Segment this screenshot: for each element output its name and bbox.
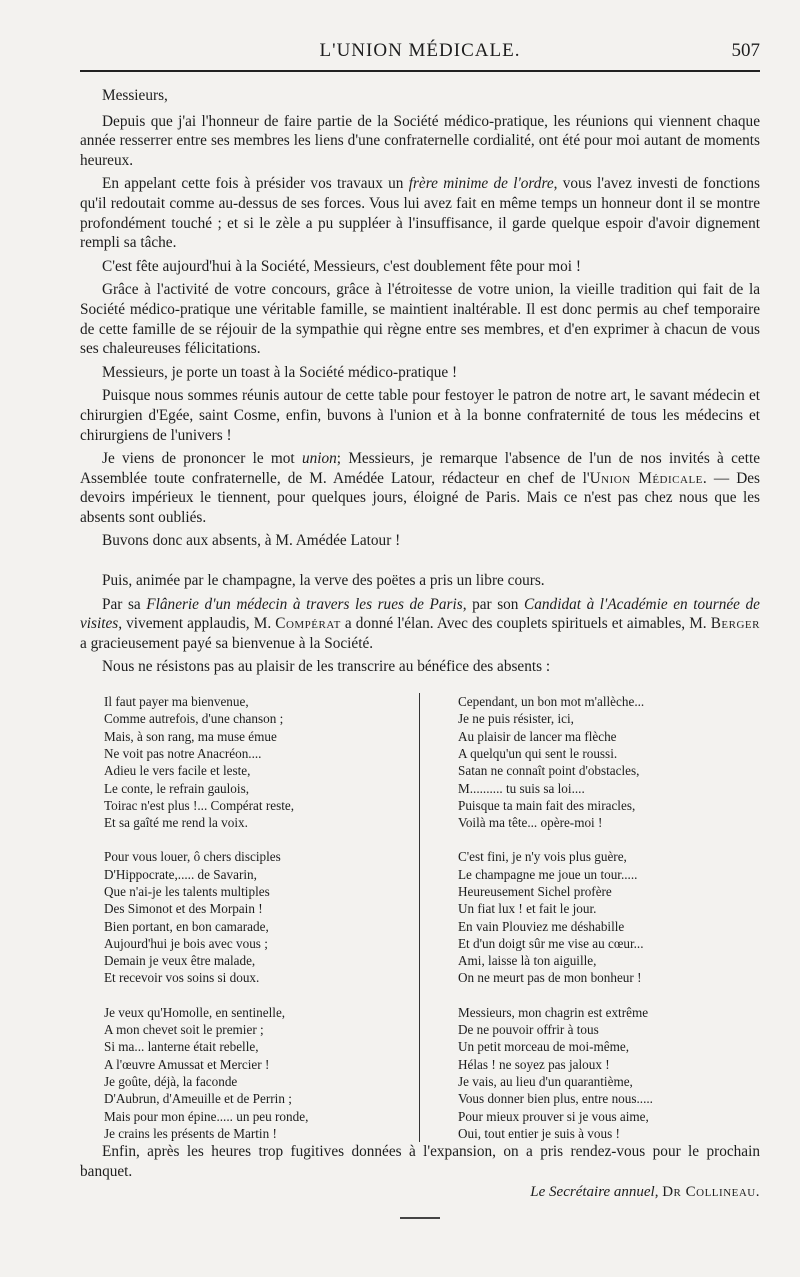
verse-line: Puisque ta main fait des miracles, — [458, 797, 636, 813]
stanza — [458, 693, 760, 831]
verse-line: Et d'un doigt sûr me vise au cœur... — [458, 935, 644, 951]
verse-line: On ne meurt pas de mon bonheur ! — [458, 970, 642, 986]
verse-line: Toirac n'est plus !... Compérat reste, — [104, 797, 295, 813]
verse-line: Au plaisir de lancer ma flèche — [458, 728, 617, 744]
verse-line: C'est fini, je n'y vois plus guère, — [458, 849, 627, 865]
footer-rule — [400, 1217, 440, 1219]
paragraph: Puis, animée par le champagne, la verve des poëtes a pris un libre cours. — [102, 572, 545, 590]
paragraph: Depuis que j'ai l'honneur de faire partie de la Société médico-pratique, les réunions qui viennent chaque année resserrer entre ses membres les liens d'une confraternelle cordialité, ont été pour moi autant de moments heureux. — [80, 112, 760, 169]
verse-line: Je ne puis résister, ici, — [458, 711, 574, 727]
paragraph: En appelant cette fois à présider vos travaux un frère minime de l'ordre, vous l'avez investi de fonctions qu'il redoutait comme au-dessus de ses forces. Vous lui avez fait en même temps un honneur dont il se montre profondément touché ; et si le zèle a pu suppléer à l'insuffisance, il garde quelque espoir d'avoir dignement rempli sa tâche. — [80, 175, 761, 252]
signature-name: Dr Collineau. — [662, 1184, 760, 1201]
verse-line: Des Simonot et des Morpain ! — [104, 901, 263, 917]
verse-line: Pour mieux prouver si je vous aime, — [458, 1108, 649, 1124]
verse-line: Que n'ai-je les talents multiples — [104, 884, 270, 899]
signature-role: Le Secrétaire annuel — [530, 1184, 655, 1201]
paragraph: Buvons donc aux absents, à M. Amédée Latour ! — [102, 532, 401, 550]
verse-line: Ne voit pas notre Anacréon.... — [104, 745, 262, 761]
poem — [80, 693, 760, 1142]
verse-line: Hélas ! ne soyez pas jaloux ! — [458, 1056, 610, 1072]
verse-line: Demain je veux être malade, — [104, 953, 256, 969]
verse-line: Et sa gaîté me rend la voix. — [104, 815, 248, 831]
paragraph: Nous ne résistons pas au plaisir de les transcrire au bénéfice des absents : — [102, 658, 551, 676]
verse-line: A l'œuvre Amussat et Mercier ! — [104, 1056, 270, 1072]
stanza — [104, 1004, 409, 1142]
toast-paragraph: Messieurs, je porte un toast à la Société médico-pratique ! — [102, 363, 458, 381]
verse-line: Je crains les présents de Martin ! — [104, 1125, 277, 1141]
verse-line: Je vais, au lieu d'un quarantième, — [458, 1073, 633, 1089]
verse-line: Et recevoir vos soins si doux. — [104, 970, 260, 986]
stanza — [104, 693, 409, 831]
signature: Le Secrétaire annuel, Dr Collineau. — [530, 1184, 760, 1201]
verse-line: Le champagne me joue un tour..... — [458, 866, 638, 882]
stanza — [104, 848, 409, 986]
verse-line: A mon chevet soit le premier ; — [104, 1022, 264, 1038]
verse-line: M.......... tu suis sa loi.... — [458, 780, 585, 796]
verse-line: Si ma... lanterne était rebelle, — [104, 1039, 259, 1055]
paragraph: Puisque nous sommes réunis autour de cette table pour festoyer le patron de notre art, le savant médecin et chirurgien d'Egée, saint Cosme, enfin, buvons à l'union et à la bonne confraternité de tous les médecins et chirurgiens de l'univers ! — [80, 387, 760, 444]
paragraph: Grâce à l'activité de votre concours, grâce à l'étroitesse de votre union, la vieille tradition qui fait de la Société médico-pratique une véritable famille, se maintient inaltérable. Il est donc permis au chef temporaire de cette famille de se réjouir de la sympathie qui règne entre ses membres, et d'en exprimer à chacun de vous ses chaleureuses félicitations. — [80, 281, 760, 358]
verse-line: Oui, tout entier je suis à vous ! — [458, 1125, 620, 1141]
closing-paragraph: Enfin, après les heures trop fugitives données à l'expansion, on a pris rendez-vous pour le prochain banquet. — [80, 1143, 760, 1180]
verse-line: Un petit morceau de moi-même, — [458, 1039, 630, 1055]
verse-line: D'Hippocrate,..... de Savarin, — [104, 866, 257, 882]
verse-line: Satan ne connaît point d'obstacles, — [458, 763, 640, 779]
running-head — [80, 36, 760, 72]
article-body — [80, 86, 760, 1203]
verse-line: Adieu le vers facile et leste, — [104, 763, 251, 779]
paragraph: Je viens de prononcer le mot union; Messieurs, je remarque l'absence de l'un de nos invités à cette Assemblée toute confraternelle, de M. Amédée Latour, rédacteur en chef de l'Union Médicale. — Des devoirs impérieux le tiennent, pour quelques jours, éloigné de Paris. Mais ce n'est pas chez nous que les absents sont oubliés. — [80, 450, 760, 526]
verse-line: Voilà ma tête... opère-moi ! — [458, 815, 603, 831]
verse-line: A quelqu'un qui sent le roussi. — [458, 745, 618, 761]
verse-line: Pour vous louer, ô chers disciples — [104, 849, 281, 865]
poem-left-column — [80, 693, 420, 1142]
verse-line: Il faut payer ma bienvenue, — [104, 694, 249, 710]
verse-line: Mais pour mon épine..... un peu ronde, — [104, 1108, 309, 1124]
poem-right-column — [420, 693, 760, 1142]
verse-line: Messieurs, mon chagrin est extrême — [458, 1004, 649, 1020]
verse-line: D'Aubrun, d'Ameuille et de Perrin ; — [104, 1091, 292, 1107]
verse-line: Heureusement Sichel profère — [458, 884, 612, 899]
verse-line: Un fiat lux ! et fait le jour. — [458, 901, 597, 917]
verse-line: Comme autrefois, d'une chanson ; — [104, 711, 284, 727]
running-title: L'UNION MÉDICALE. — [319, 40, 521, 61]
verse-line: Mais, à son rang, ma muse émue — [104, 728, 277, 744]
verse-line: Bien portant, en bon camarade, — [104, 918, 269, 934]
paragraph: C'est fête aujourd'hui à la Société, Messieurs, c'est doublement fête pour moi ! — [102, 257, 581, 275]
verse-line: Ami, laisse là ton aiguille, — [458, 953, 597, 969]
salutation: Messieurs, — [102, 87, 168, 104]
verse-line: Je veux qu'Homolle, en sentinelle, — [104, 1004, 286, 1020]
verse-line: En vain Plouviez me déshabille — [458, 918, 625, 934]
verse-line: Je goûte, déjà, la faconde — [104, 1073, 238, 1089]
page-number: 507 — [731, 40, 760, 61]
verse-line: Le conte, le refrain gaulois, — [104, 780, 249, 796]
verse-line: Vous donner bien plus, entre nous..... — [458, 1091, 653, 1107]
stanza — [458, 848, 760, 986]
verse-line: Cependant, un bon mot m'allèche... — [458, 694, 645, 710]
verse-line: De ne pouvoir offrir à tous — [458, 1022, 599, 1038]
stanza — [458, 1004, 760, 1142]
verse-line: Aujourd'hui je bois avec vous ; — [104, 935, 268, 951]
paragraph: Par sa Flânerie d'un médecin à travers les rues de Paris, par son Candidat à l'Académie en tournée de visites, vivement applaudis, M. Compérat a donné l'élan. Avec des couplets spirituels et aimables, M. Berger a gracieusement payé sa bienvenue à la Société. — [80, 595, 760, 652]
